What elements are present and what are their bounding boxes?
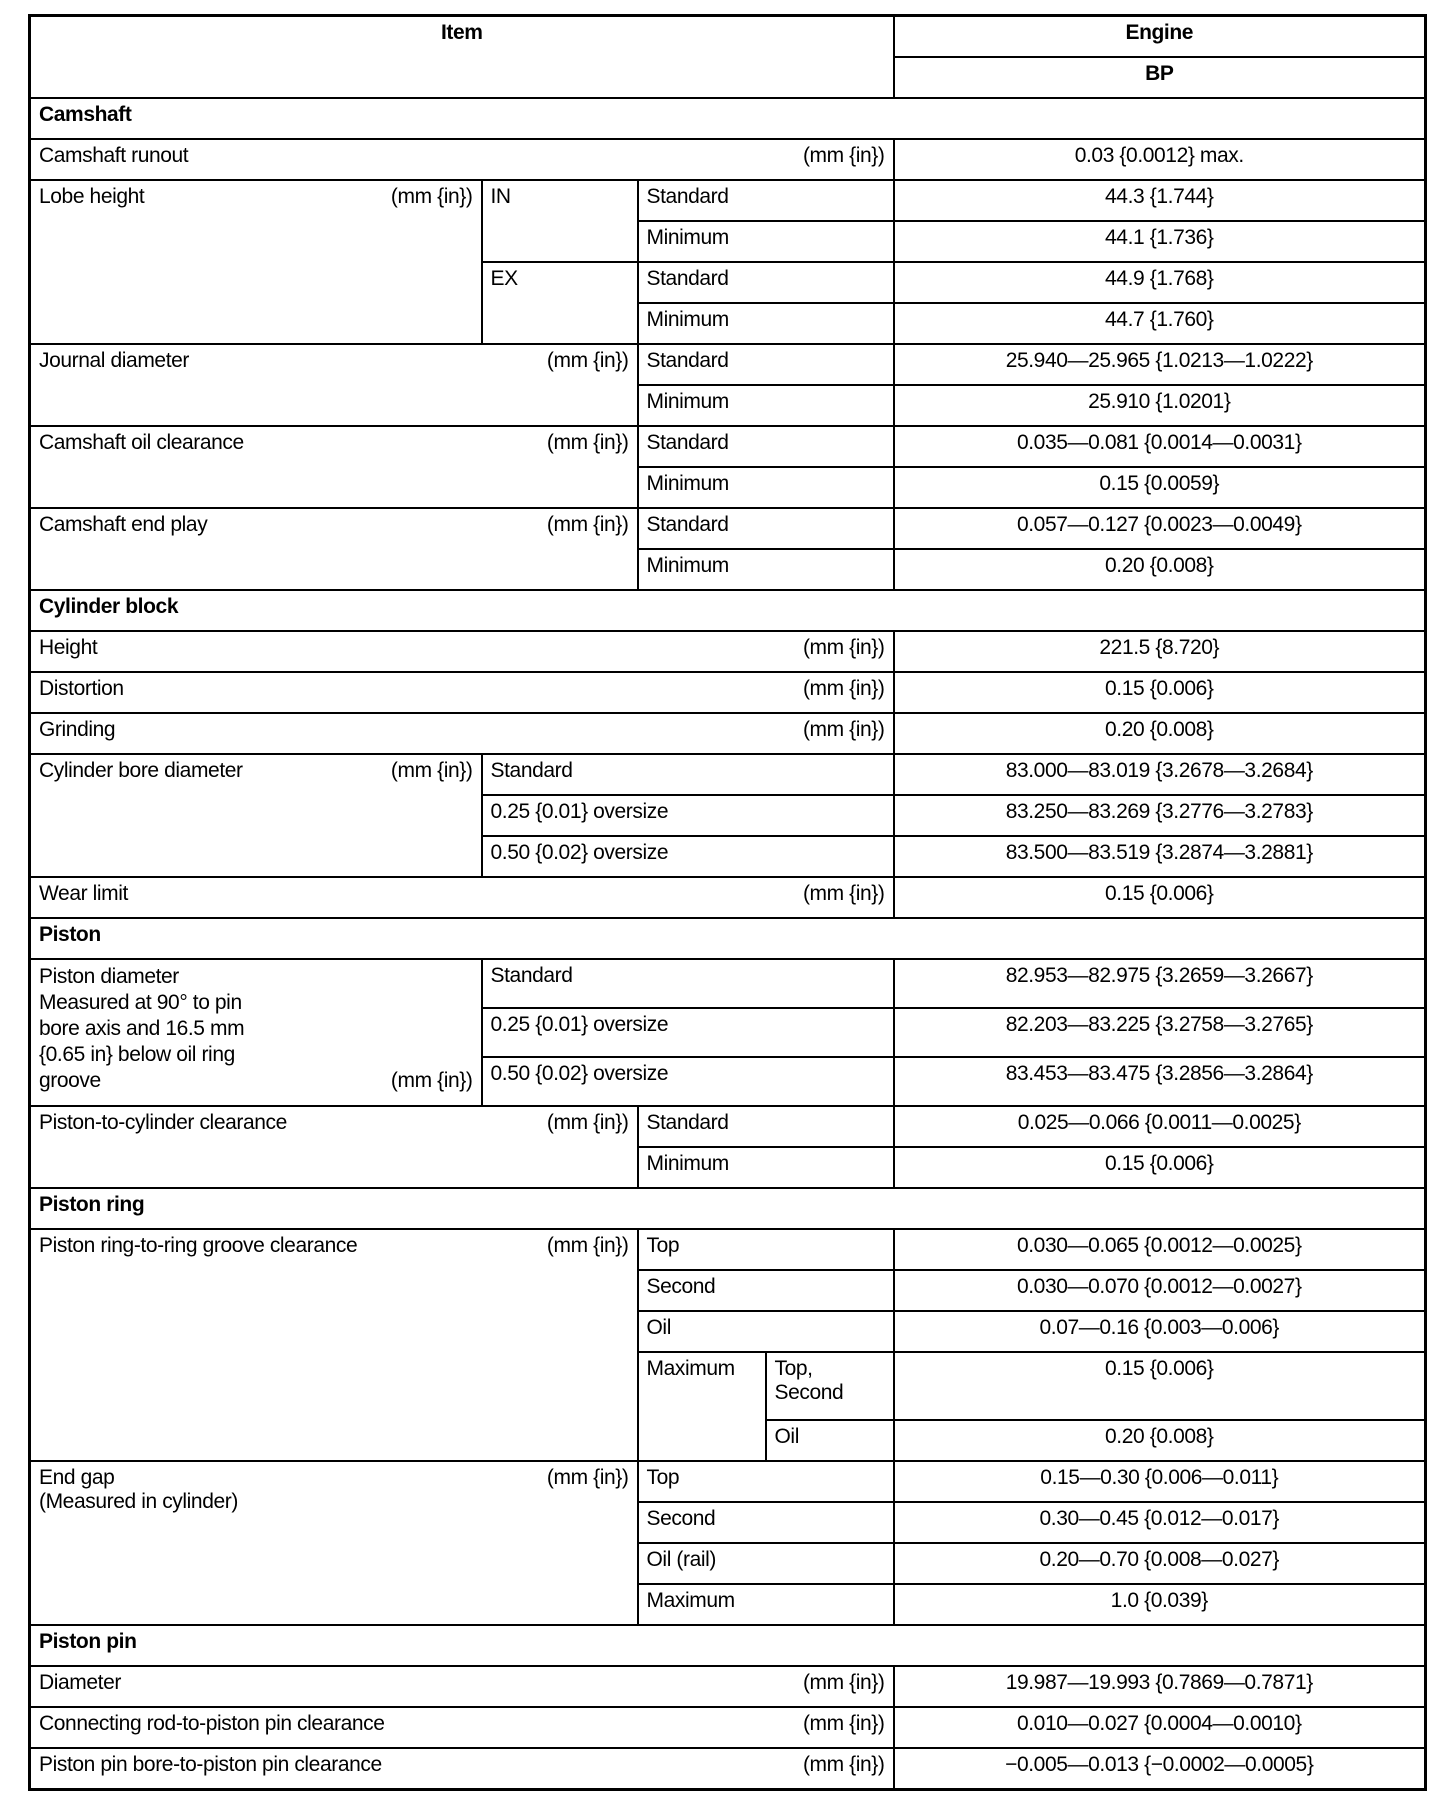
header-model: BP: [894, 57, 1426, 98]
sub-label: Standard: [638, 508, 894, 549]
value: 44.3 {1.744}: [894, 180, 1426, 221]
value: 19.987—19.993 {0.7869—0.7871}: [894, 1666, 1426, 1707]
value: 83.500—83.519 {3.2874—3.2881}: [894, 836, 1426, 877]
section-camshaft: Camshaft: [30, 98, 1426, 139]
sub-label: Standard: [638, 426, 894, 467]
sub-label: Minimum: [638, 303, 894, 344]
piston-clearance-label: Piston-to-cylinder clearance (mm {in}): [30, 1106, 638, 1188]
lobe-ex: EX: [482, 262, 638, 344]
value: 44.1 {1.736}: [894, 221, 1426, 262]
sub-label: Standard: [638, 344, 894, 385]
wear-label: Wear limit (mm {in}): [30, 877, 894, 918]
value: 0.025—0.066 {0.0011—0.0025}: [894, 1106, 1426, 1147]
value: 44.7 {1.760}: [894, 303, 1426, 344]
sub-label: Top, Second: [766, 1352, 894, 1420]
value: 0.20—0.70 {0.008—0.027}: [894, 1543, 1426, 1584]
value: 0.20 {0.008}: [894, 713, 1426, 754]
sub-label: Maximum: [638, 1352, 766, 1461]
value: 0.030—0.070 {0.0012—0.0027}: [894, 1270, 1426, 1311]
sub-label: Standard: [638, 180, 894, 221]
camshaft-runout-label: Camshaft runout (mm {in}): [30, 139, 894, 180]
pin-diameter-label: Diameter (mm {in}): [30, 1666, 894, 1707]
section-piston-pin: Piston pin: [30, 1625, 1426, 1666]
grinding-label: Grinding (mm {in}): [30, 713, 894, 754]
sub-label: 0.50 {0.02} oversize: [482, 836, 894, 877]
oil-clearance-label: Camshaft oil clearance (mm {in}): [30, 426, 638, 508]
value: −0.005—0.013 {−0.0002—0.0005}: [894, 1748, 1426, 1790]
sub-label: Minimum: [638, 467, 894, 508]
value: 0.15 {0.006}: [894, 672, 1426, 713]
value: 0.15 {0.006}: [894, 1147, 1426, 1188]
sub-label: 0.25 {0.01} oversize: [482, 795, 894, 836]
value: 221.5 {8.720}: [894, 631, 1426, 672]
pin-bore-clearance-label: Piston pin bore-to-piston pin clearance (mm {in}): [30, 1748, 894, 1790]
sub-label: Oil: [766, 1420, 894, 1461]
header-item: Item: [30, 16, 894, 99]
value: 0.20 {0.008}: [894, 1420, 1426, 1461]
rod-clearance-label: Connecting rod-to-piston pin clearance (mm {in}): [30, 1707, 894, 1748]
value: 83.250—83.269 {3.2776—3.2783}: [894, 795, 1426, 836]
sub-label: Minimum: [638, 221, 894, 262]
value: 0.030—0.065 {0.0012—0.0025}: [894, 1229, 1426, 1270]
value: 83.000—83.019 {3.2678—3.2684}: [894, 754, 1426, 795]
sub-label: Standard: [638, 1106, 894, 1147]
value: 0.07—0.16 {0.003—0.006}: [894, 1311, 1426, 1352]
value: 0.15—0.30 {0.006—0.011}: [894, 1461, 1426, 1502]
sub-label: Oil: [638, 1311, 894, 1352]
section-piston-ring: Piston ring: [30, 1188, 1426, 1229]
header-engine: Engine: [894, 16, 1426, 58]
end-play-label: Camshaft end play (mm {in}): [30, 508, 638, 590]
sub-label: Standard: [482, 754, 894, 795]
sub-label: Standard: [482, 959, 894, 1008]
sub-label: 0.50 {0.02} oversize: [482, 1057, 894, 1106]
lobe-in: IN: [482, 180, 638, 262]
value: 0.15 {0.006}: [894, 1352, 1426, 1420]
sub-label: Oil (rail): [638, 1543, 894, 1584]
piston-diameter-label: Piston diameter Measured at 90° to pin bore axis and 16.5 mm {0.65 in} below oil ring groove (mm {in}): [30, 959, 482, 1106]
sub-label: Top: [638, 1461, 894, 1502]
end-gap-label: End gap (mm {in}) (Measured in cylinder): [30, 1461, 638, 1625]
value: 0.30—0.45 {0.012—0.017}: [894, 1502, 1426, 1543]
height-label: Height (mm {in}): [30, 631, 894, 672]
bore-label: Cylinder bore diameter (mm {in}): [30, 754, 482, 877]
lobe-height-label: Lobe height (mm {in}): [30, 180, 482, 344]
sub-label: Top: [638, 1229, 894, 1270]
sub-label: Standard: [638, 262, 894, 303]
value: 0.057—0.127 {0.0023—0.0049}: [894, 508, 1426, 549]
value: 82.203—83.225 {3.2758—3.2765}: [894, 1008, 1426, 1057]
journal-label: Journal diameter (mm {in}): [30, 344, 638, 426]
sub-label: Minimum: [638, 1147, 894, 1188]
specification-table: [28, 14, 1427, 1791]
camshaft-runout-value: 0.03 {0.0012} max.: [894, 139, 1426, 180]
value: 82.953—82.975 {3.2659—3.2667}: [894, 959, 1426, 1008]
sub-label: 0.25 {0.01} oversize: [482, 1008, 894, 1057]
section-cylinder-block: Cylinder block: [30, 590, 1426, 631]
value: 0.035—0.081 {0.0014—0.0031}: [894, 426, 1426, 467]
section-piston: Piston: [30, 918, 1426, 959]
ring-groove-label: Piston ring-to-ring groove clearance (mm {in}): [30, 1229, 638, 1461]
value: 83.453—83.475 {3.2856—3.2864}: [894, 1057, 1426, 1106]
value: 0.15 {0.0059}: [894, 467, 1426, 508]
value: 0.20 {0.008}: [894, 549, 1426, 590]
value: 0.010—0.027 {0.0004—0.0010}: [894, 1707, 1426, 1748]
sub-label: Second: [638, 1270, 894, 1311]
sub-label: Minimum: [638, 549, 894, 590]
value: 25.940—25.965 {1.0213—1.0222}: [894, 344, 1426, 385]
value: 0.15 {0.006}: [894, 877, 1426, 918]
distortion-label: Distortion (mm {in}): [30, 672, 894, 713]
value: 1.0 {0.039}: [894, 1584, 1426, 1625]
value: 25.910 {1.0201}: [894, 385, 1426, 426]
sub-label: Second: [638, 1502, 894, 1543]
sub-label: Maximum: [638, 1584, 894, 1625]
value: 44.9 {1.768}: [894, 262, 1426, 303]
sub-label: Minimum: [638, 385, 894, 426]
